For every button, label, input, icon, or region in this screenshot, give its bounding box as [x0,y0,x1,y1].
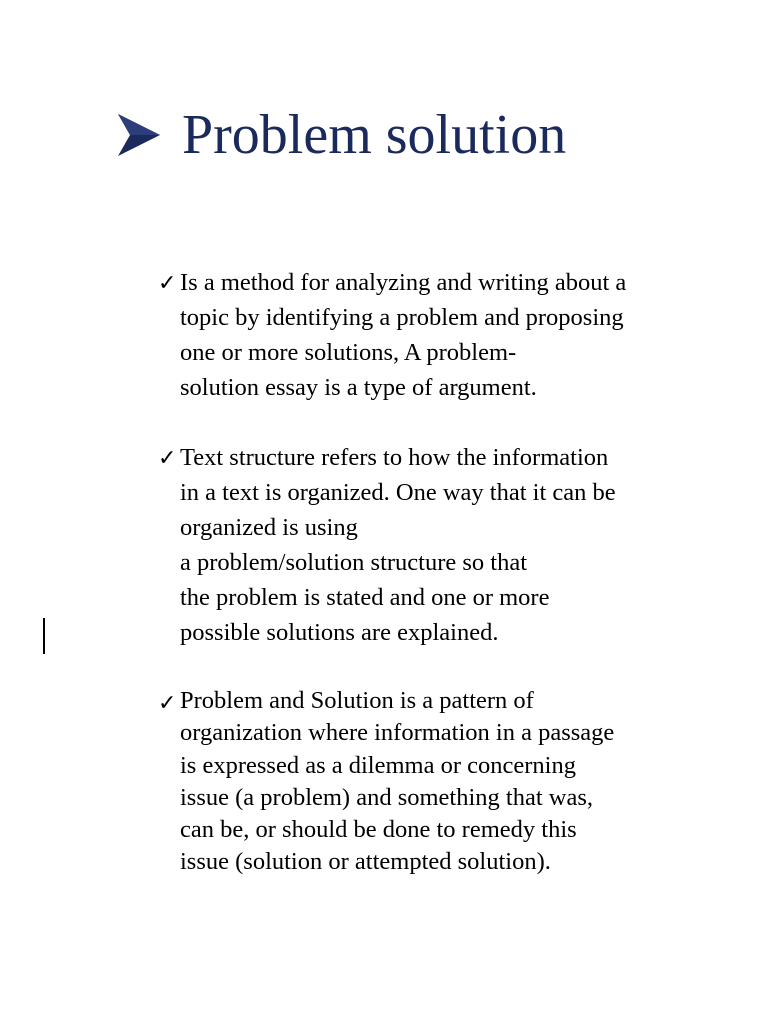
page-title: Problem solution [182,104,567,166]
bullet-list [158,265,718,914]
checkmark-icon: ✓ [158,690,177,715]
text-line: the problem is stated and one or more [180,584,550,611]
bullet-text [180,440,616,650]
bullet-text [180,685,614,879]
text-line: one or more solutions, A problem- [180,339,517,366]
bullet-item [158,265,718,405]
arrowhead-bullet-icon [114,110,164,160]
text-line: a problem/solution structure so that [180,549,528,576]
text-line: in a text is organized. One way that it can be [180,479,616,506]
bullet-text [180,265,626,405]
text-line: can be, or should be done to remedy this [180,816,577,844]
text-line: organized is using [180,514,358,541]
text-line: issue (solution or attempted solution). [180,848,551,876]
checkmark-icon: ✓ [158,445,177,470]
text-line: organization where information in a passage [180,719,615,747]
text-line: Text structure refers to how the information [180,444,609,471]
text-line: possible solutions are explained. [180,619,499,646]
bullet-item [158,440,718,650]
text-line: Problem and Solution is a pattern of [180,687,534,714]
text-cursor [43,618,45,654]
text-line: topic by identifying a problem and proposing [180,304,624,331]
bullet-item [158,685,718,879]
text-line: issue (a problem) and something that was, [180,783,594,811]
text-line: Is a method for analyzing and writing about a [180,269,627,296]
slide-heading [114,100,566,170]
checkmark-icon: ✓ [158,270,177,295]
text-line: is expressed as a dilemma or concerning [180,751,576,779]
text-line: solution essay is a type of argument. [180,374,537,401]
